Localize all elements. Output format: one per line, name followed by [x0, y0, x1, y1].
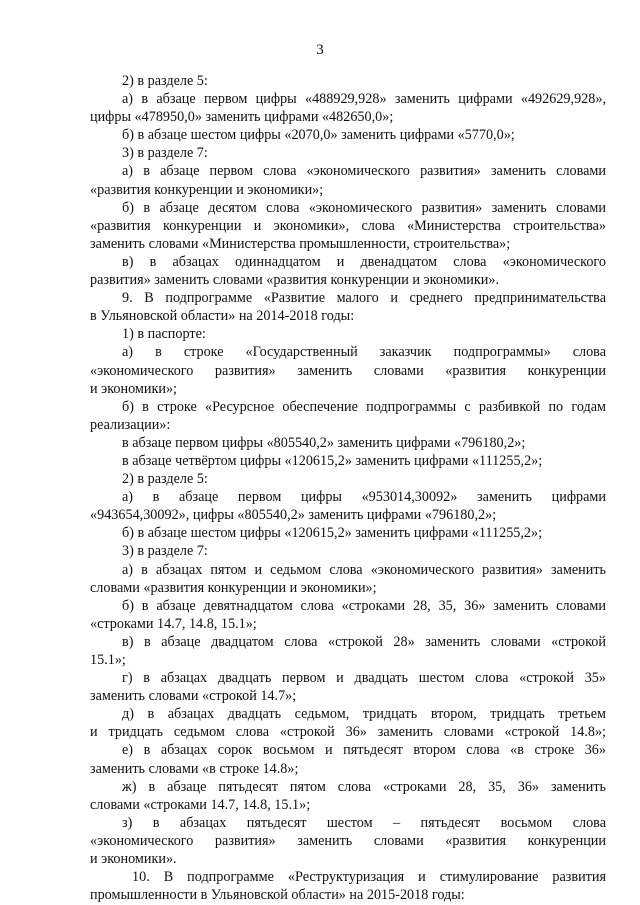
text-line: словами «строками 14.7, 14.8, 15.1»; [90, 796, 311, 813]
text-line: 1) в паспорте: [122, 326, 206, 343]
text-line: б) в строке «Ресурсное обеспечение подпрограммы с разбивкой по годам [122, 398, 606, 415]
text-line: словами «развития конкуренции и экономики»; [90, 579, 377, 596]
text-line: реализации»: [90, 416, 171, 433]
text-line: а) в абзаце первом цифры «953014,30092» заменить цифрами [122, 489, 606, 506]
text-line: 3) в разделе 7: [122, 543, 208, 560]
text-line: в абзаце первом цифры «805540,2» заменить цифрами «796180,2»; [122, 434, 526, 451]
text-line: «развития конкуренции и экономики»; [90, 181, 324, 198]
text-line: заменить словами «Министерства промышленности, строительства»; [90, 235, 511, 252]
text-line: и экономики». [90, 851, 177, 868]
text-line: 10. В подпрограмме «Реструктуризация и стимулирование развития [132, 869, 606, 886]
text-line: промышленности в Ульяновской области» на 2015-2018 годы: [90, 887, 465, 904]
text-line: заменить словами «в строке 14.8»; [90, 760, 299, 777]
text-line: «экономического развития» заменить словами «развития конкуренции [90, 832, 606, 849]
text-line: б) в абзаце девятнадцатом слова «строками 28, 35, 36» заменить словами [122, 597, 606, 614]
text-line: а) в абзаце первом цифры «488929,928» заменить цифрами «492629,928», [122, 91, 606, 108]
text-line: ж) в абзаце пятьдесят пятом слова «строками 28, 35, 36» заменить [122, 778, 606, 795]
text-line: а) в абзацах пятом и седьмом слова «экономического развития» заменить [122, 561, 606, 578]
text-line: 3) в разделе 7: [122, 145, 208, 162]
text-line: г) в абзацах двадцать первом и двадцать шестом слова «строкой 35» [122, 670, 606, 687]
text-line: «экономического развития» заменить словами «развития конкуренции [90, 362, 606, 379]
text-line: д) в абзацах двадцать седьмом, тридцать втором, тридцать третьем [122, 706, 606, 723]
text-line: «развития конкуренции и экономики», слова «Министерства строительства» [90, 217, 606, 234]
text-line: «943654,30092», цифры «805540,2» заменить цифрами «796180,2»; [90, 507, 497, 524]
text-line: в) в абзаце двадцатом слова «строкой 28» заменить словами «строкой [122, 633, 606, 650]
text-line: 15.1»; [90, 652, 126, 668]
text-line: 2) в разделе 5: [122, 471, 208, 488]
text-line: б) в абзаце шестом цифры «2070,0» заменить цифрами «5770,0»; [122, 127, 515, 144]
text-line: б) в абзаце шестом цифры «120615,2» заменить цифрами «111255,2»; [122, 525, 543, 542]
text-line: в Ульяновской области» на 2014-2018 годы: [90, 308, 355, 325]
text-line: а) в строке «Государственный заказчик подпрограммы» слова [122, 344, 606, 361]
text-line: развития» заменить словами «развития конкуренции и экономики». [90, 272, 500, 289]
text-line: з) в абзацах пятьдесят шестом – пятьдесят восьмом слова [122, 814, 606, 831]
text-line: заменить словами «строкой 14.7»; [90, 688, 297, 705]
text-line: «строками 14.7, 14.8, 15.1»; [90, 615, 257, 632]
page-number: 3 [316, 42, 324, 58]
text-line: и экономики»; [90, 380, 178, 397]
text-line: цифры «478950,0» заменить цифрами «482650,0»; [90, 109, 394, 126]
text-line: а) в абзаце первом слова «экономического развития» заменить словами [122, 163, 606, 180]
document-body [90, 72, 606, 904]
text-line: в абзаце четвёртом цифры «120615,2» заменить цифрами «111255,2»; [122, 452, 543, 469]
text-line: в) в абзацах одиннадцатом и двенадцатом слова «экономического [122, 253, 606, 270]
text-line: 9. В подпрограмме «Развитие малого и среднего предпринимательства [122, 290, 606, 307]
text-line: 2) в разделе 5: [122, 73, 208, 89]
text-line: б) в абзаце десятом слова «экономического развития» заменить словами [122, 199, 606, 216]
text-line: е) в абзацах сорок восьмом и пятьдесят втором слова «в строке 36» [122, 742, 606, 759]
text-line: и тридцать седьмом слова «строкой 36» заменить словами «строкой 14.8»; [90, 724, 606, 741]
